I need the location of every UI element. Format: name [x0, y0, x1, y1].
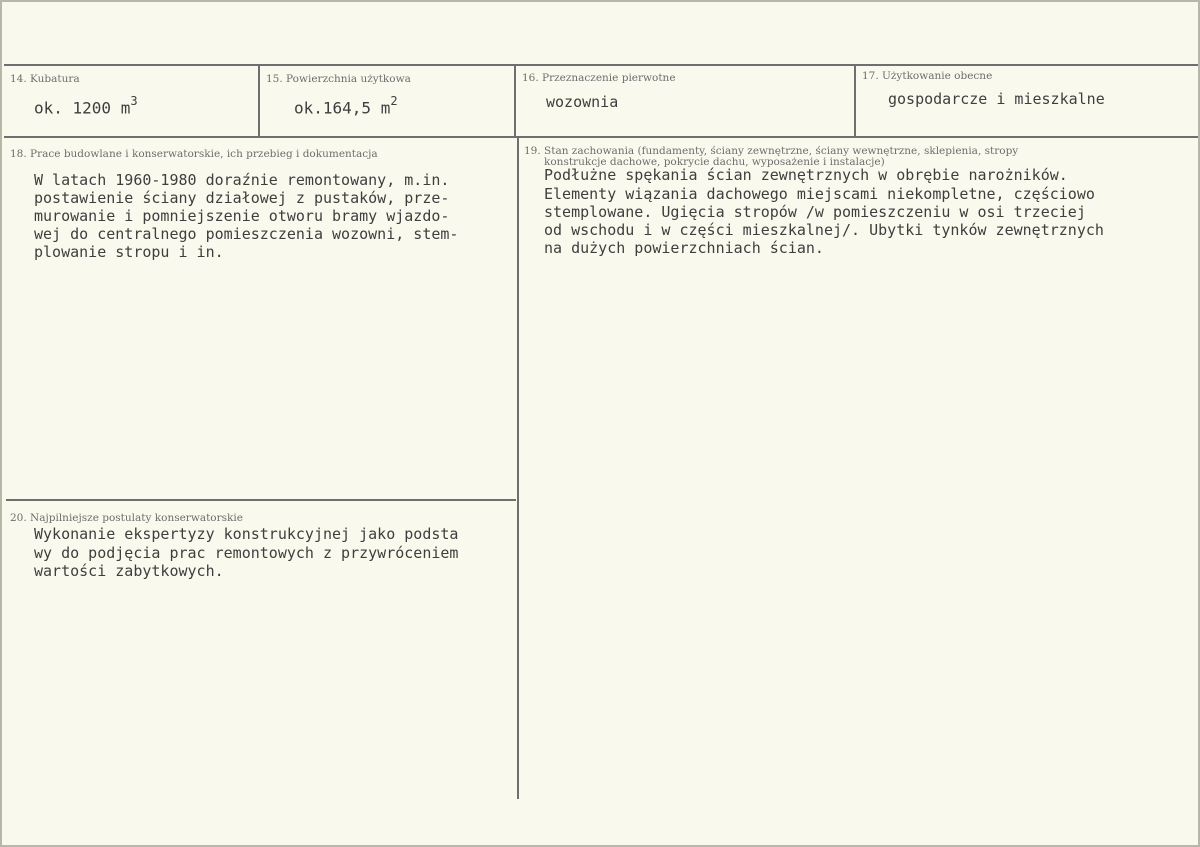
- field-19-line: na dużych powierzchniach ścian.: [544, 239, 824, 257]
- field-16-label: 16. Przeznaczenie pierwotne: [522, 72, 676, 84]
- field-18-line: W latach 1960-1980 doraźnie remontowany, m.in.: [34, 171, 450, 189]
- field-18-line: plowanie stropu i in.: [34, 243, 224, 261]
- field-20-label: 20. Najpilniejsze postulaty konserwatorskie: [10, 512, 243, 524]
- divider-14-15: [258, 65, 260, 137]
- field-19-label-line-1: 19. Stan zachowania (fundamenty, ściany zewnętrzne, ściany wewnętrzne, sklepienia, stropy: [524, 145, 1019, 157]
- field-18-line: postawienie ściany działowej z pustaków, prze-: [34, 189, 450, 207]
- field-19-label-line-2: konstrukcje dachowe, pokrycie dachu, wyposażenie i instalacje): [544, 156, 885, 168]
- top-rule: [4, 64, 1198, 66]
- field-17-value: gospodarcze i mieszkalne: [888, 90, 1105, 108]
- field-19-line: od wschodu i w części mieszkalnej/. Ubytki tynków zewnętrznych: [544, 221, 1104, 239]
- header-row-bottom-rule: [4, 136, 1198, 138]
- field-20-line: wy do podjęcia prac remontowych z przywróceniem: [34, 544, 459, 562]
- divider-16-17: [854, 65, 856, 137]
- field-14-value-text: ok. 1200 m: [34, 98, 131, 118]
- field-19-line: stemplowane. Ugięcia stropów /w pomieszczeniu w osi trzeciej: [544, 203, 1086, 221]
- divider-left-right-columns: [517, 137, 519, 799]
- field-20-line: Wykonanie ekspertyzy konstrukcyjnej jako podsta: [34, 525, 459, 543]
- field-18-line: wej do centralnego pomieszczenia wozowni, stem-: [34, 225, 459, 243]
- field-15-value: [294, 94, 398, 117]
- field-16-value: wozownia: [546, 93, 619, 111]
- field-14-label: 14. Kubatura: [10, 73, 80, 85]
- field-14-unit-exponent: 3: [130, 94, 138, 108]
- field-18-line: murowanie i pomniejszenie otworu bramy wjazdo-: [34, 207, 450, 225]
- field-19-line: Podłużne spękania ścian zewnętrznych w obrębie narożników.: [544, 166, 1068, 184]
- field-19-line: Elementy wiązania dachowego miejscami niekompletne, częściowo: [544, 185, 1095, 203]
- field-14-value: [34, 94, 138, 117]
- field-18-label: 18. Prace budowlane i konserwatorskie, ich przebieg i dokumentacja: [10, 148, 378, 160]
- field-15-unit-exponent: 2: [390, 94, 398, 108]
- field-17-label: 17. Użytkowanie obecne: [862, 70, 993, 82]
- divider-15-16: [514, 65, 516, 137]
- field-15-value-text: ok.164,5 m: [294, 98, 391, 118]
- field-20-line: wartości zabytkowych.: [34, 562, 224, 580]
- field-15-label: 15. Powierzchnia użytkowa: [266, 73, 411, 85]
- section-18-20-divider: [6, 499, 516, 501]
